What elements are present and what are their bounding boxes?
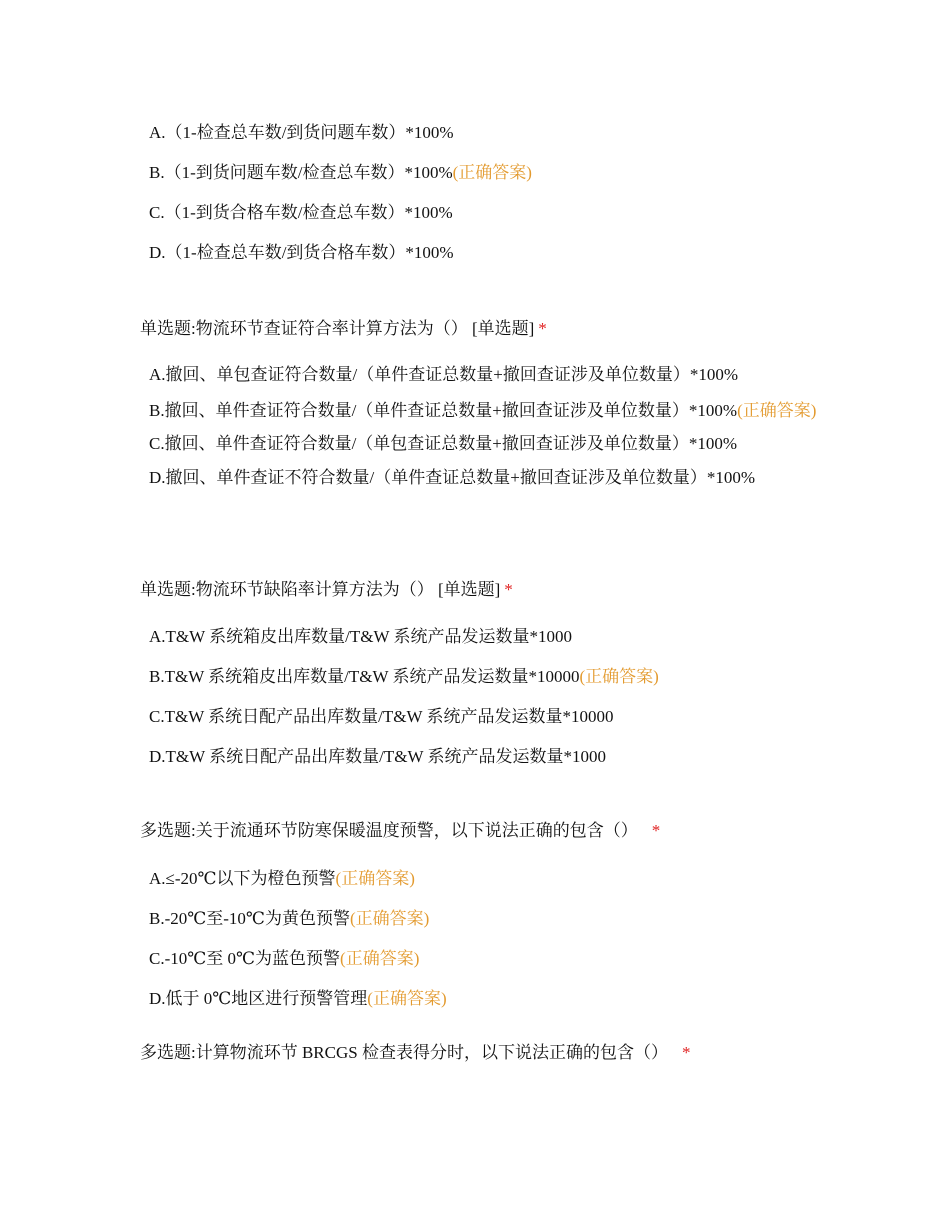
question-5-title: 多选题:计算物流环节 BRCGS 检查表得分时，以下说法正确的包含（） *: [140, 1043, 691, 1062]
required-star: *: [681, 1043, 691, 1062]
required-star: *: [651, 821, 661, 840]
correct-answer-marker: (正确答案): [579, 667, 659, 686]
correct-answer-marker: (正确答案): [367, 989, 447, 1008]
option-b: B.-20℃至-10℃为黄色预警(正确答案): [149, 909, 430, 928]
option-a: A.≤-20℃以下为橙色预警(正确答案): [149, 869, 415, 888]
option-c: C.撤回、单件查证符合数量/（单包查证总数量+撤回查证涉及单位数量）*100%: [149, 434, 738, 453]
question-4-options: [140, 868, 820, 1028]
question-2-options: [140, 364, 820, 496]
correct-answer-marker: (正确答案): [737, 401, 817, 420]
option-a: A.撤回、单包查证符合数量/（单件查证总数量+撤回查证涉及单位数量）*100%: [149, 365, 738, 384]
question-1-options: [140, 122, 820, 282]
option-c: C.T&W 系统日配产品出库数量/T&W 系统产品发运数量*10000: [149, 707, 614, 726]
correct-answer-marker: (正确答案): [349, 909, 430, 928]
option-b: B.撤回、单件查证符合数量/（单件查证总数量+撤回查证涉及单位数量）*100%(正确答案): [149, 401, 817, 420]
option-b: B.（1-到货问题车数/检查总车数）*100%(正确答案): [149, 163, 532, 182]
required-star: *: [538, 319, 547, 338]
option-c: C.-10℃至 0℃为蓝色预警(正确答案): [149, 949, 420, 968]
question-3-options: [140, 626, 820, 786]
question-2-title: 单选题:物流环节查证符合率计算方法为（） [单选题] *: [140, 319, 547, 338]
option-d: D.低于 0℃地区进行预警管理(正确答案): [149, 989, 447, 1008]
required-star: *: [504, 580, 513, 599]
correct-answer-marker: (正确答案): [340, 949, 420, 968]
correct-answer-marker: (正确答案): [452, 163, 532, 182]
question-3-title: 单选题:物流环节缺陷率计算方法为（） [单选题] *: [140, 580, 513, 599]
option-a: A.T&W 系统箱皮出库数量/T&W 系统产品发运数量*1000: [149, 627, 572, 646]
option-c: C.（1-到货合格车数/检查总车数）*100%: [149, 203, 453, 222]
option-a: A.（1-检查总车数/到货问题车数）*100%: [149, 123, 454, 142]
option-d: D.（1-检查总车数/到货合格车数）*100%: [149, 243, 454, 262]
option-b: B.T&W 系统箱皮出库数量/T&W 系统产品发运数量*10000(正确答案): [149, 667, 659, 686]
correct-answer-marker: (正确答案): [335, 869, 415, 888]
question-4-title: 多选题:关于流通环节防寒保暖温度预警，以下说法正确的包含（） *: [140, 821, 661, 840]
option-d: D.撤回、单件查证不符合数量/（单件查证总数量+撤回查证涉及单位数量）*100%: [149, 468, 755, 487]
option-d: D.T&W 系统日配产品出库数量/T&W 系统产品发运数量*1000: [149, 747, 606, 766]
